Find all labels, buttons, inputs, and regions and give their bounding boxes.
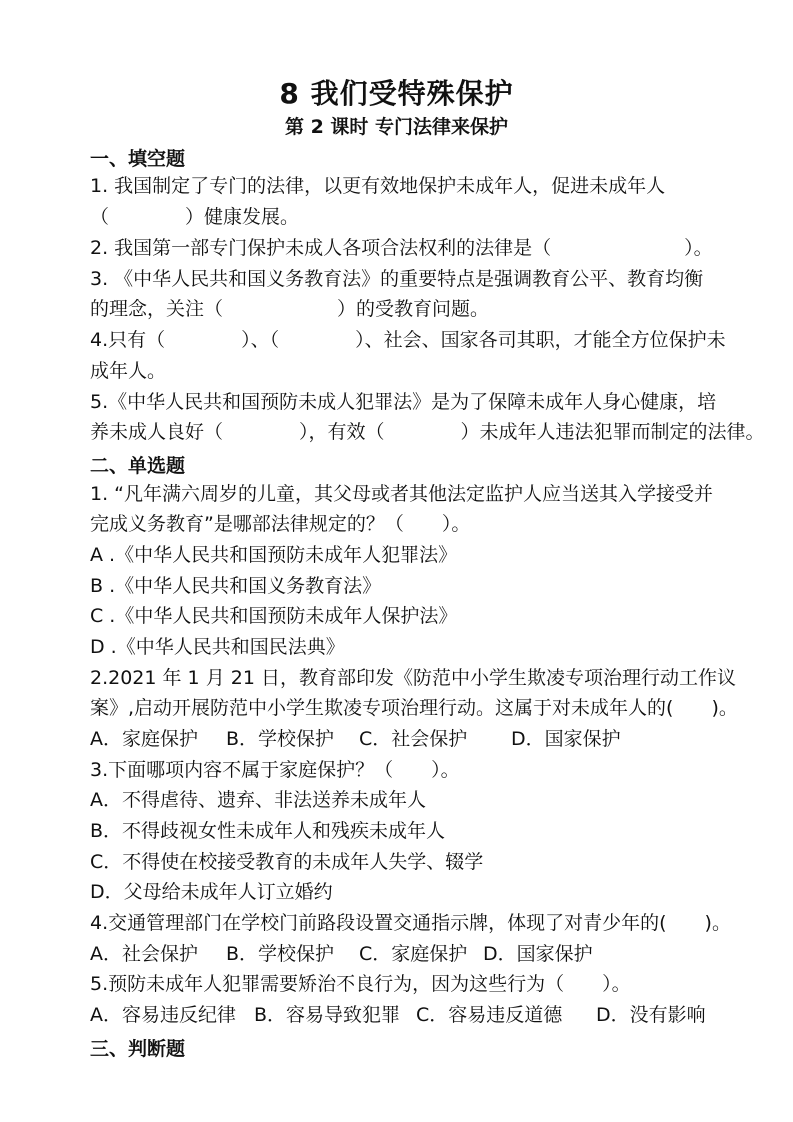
fill-q1-line1: 1. 我国制定了专门的法律，以更有效地保护未成年人，促进未成年人	[90, 175, 666, 197]
choice-q2-line1: 2.2021 年 1 月 21 日，教育部印发《防范中小学生欺凌专项治理行动工作议	[90, 667, 736, 689]
choice-q4-option-b: B．学校保护	[226, 943, 335, 965]
choice-q5-option-a: A．容易违反纪律	[90, 1004, 236, 1026]
fill-q2: 2. 我国第一部专门保护未成人各项合法权利的法律是（ ）。	[90, 237, 713, 259]
choice-q4-options	[90, 942, 712, 966]
fill-q3-line1: 3. 《中华人民共和国义务教育法》的重要特点是强调教育公平、教育均衡	[90, 268, 704, 290]
fill-q5-line2: 养未成人良好（ ），有效（ ）未成年人违法犯罪而制定的法律。	[90, 421, 765, 443]
choice-q4-option-a: A．社会保护	[90, 943, 198, 965]
fill-q1-line2: （ ）健康发展。	[90, 206, 300, 228]
fill-q4-line2: 成年人。	[90, 360, 167, 382]
choice-q5-option-d: D．没有影响	[596, 1004, 706, 1026]
choice-q5-option-c: C．容易违反道德	[416, 1004, 563, 1026]
fill-q4-line1: 4.只有（ ）、（ ）、社会、国家各司其职，才能全方位保护未	[90, 329, 726, 351]
choice-q2-line2: 案》,启动开展防范中小学生欺凌专项治理行动。这属于对未成年人的( )。	[90, 697, 738, 719]
page-subtitle: 第 2 课时 专门法律来保护	[284, 116, 509, 138]
choice-q3-option-c: C．不得使在校接受教育的未成年人失学、辍学	[90, 851, 484, 873]
choice-q5-options	[90, 1003, 712, 1027]
choice-q2-option-a: A．家庭保护	[90, 728, 198, 750]
choice-q1-line2: 完成义务教育”是哪部法律规定的？（ ）。	[90, 513, 471, 535]
section-true-false: 三、判断题	[90, 1038, 186, 1060]
choice-q2-option-b: B．学校保护	[226, 728, 335, 750]
choice-q1-option-d: D .《中华人民共和国民法典》	[90, 636, 345, 658]
section-single-choice: 二、单选题	[90, 455, 186, 477]
choice-q3-option-d: D．父母给未成年人订立婚约	[90, 881, 333, 903]
choice-q5-option-b: B．容易导致犯罪	[254, 1004, 401, 1026]
choice-q5: 5.预防未成年人犯罪需要矫治不良行为，因为这些行为（ ）。	[90, 973, 631, 995]
fill-q3-line2: 的理念，关注（ ）的受教育问题。	[90, 298, 490, 320]
choice-q4-option-d: D．国家保护	[483, 943, 593, 965]
section-fill-blank: 一、填空题	[90, 148, 186, 170]
choice-q4-option-c: C．家庭保护	[359, 943, 468, 965]
choice-q2-option-c: C．社会保护	[359, 728, 468, 750]
choice-q1-option-c: C .《中华人民共和国预防未成年人保护法》	[90, 605, 458, 627]
choice-q1-line1: 1. “凡年满六周岁的儿童，其父母或者其他法定监护人应当送其入学接受并	[90, 483, 714, 505]
choice-q3: 3.下面哪项内容不属于家庭保护？（ ）。	[90, 759, 460, 781]
choice-q2-options	[90, 727, 712, 751]
choice-q2-option-d: D．国家保护	[511, 728, 621, 750]
choice-q3-option-a: A．不得虐待、遗弃、非法送养未成年人	[90, 789, 426, 811]
choice-q1-option-b: B .《中华人民共和国义务教育法》	[90, 575, 382, 597]
choice-q3-option-b: B．不得歧视女性未成年人和残疾未成年人	[90, 820, 446, 842]
choice-q4: 4.交通管理部门在学校门前路段设置交通指示牌，体现了对青少年的( )。	[90, 912, 731, 934]
fill-q5-line1: 5.《中华人民共和国预防未成人犯罪法》是为了保障未成年人身心健康，培	[90, 391, 717, 413]
page-title: 8 我们受特殊保护	[279, 77, 514, 110]
choice-q1-option-a: A .《中华人民共和国预防未成年人犯罪法》	[90, 544, 458, 566]
